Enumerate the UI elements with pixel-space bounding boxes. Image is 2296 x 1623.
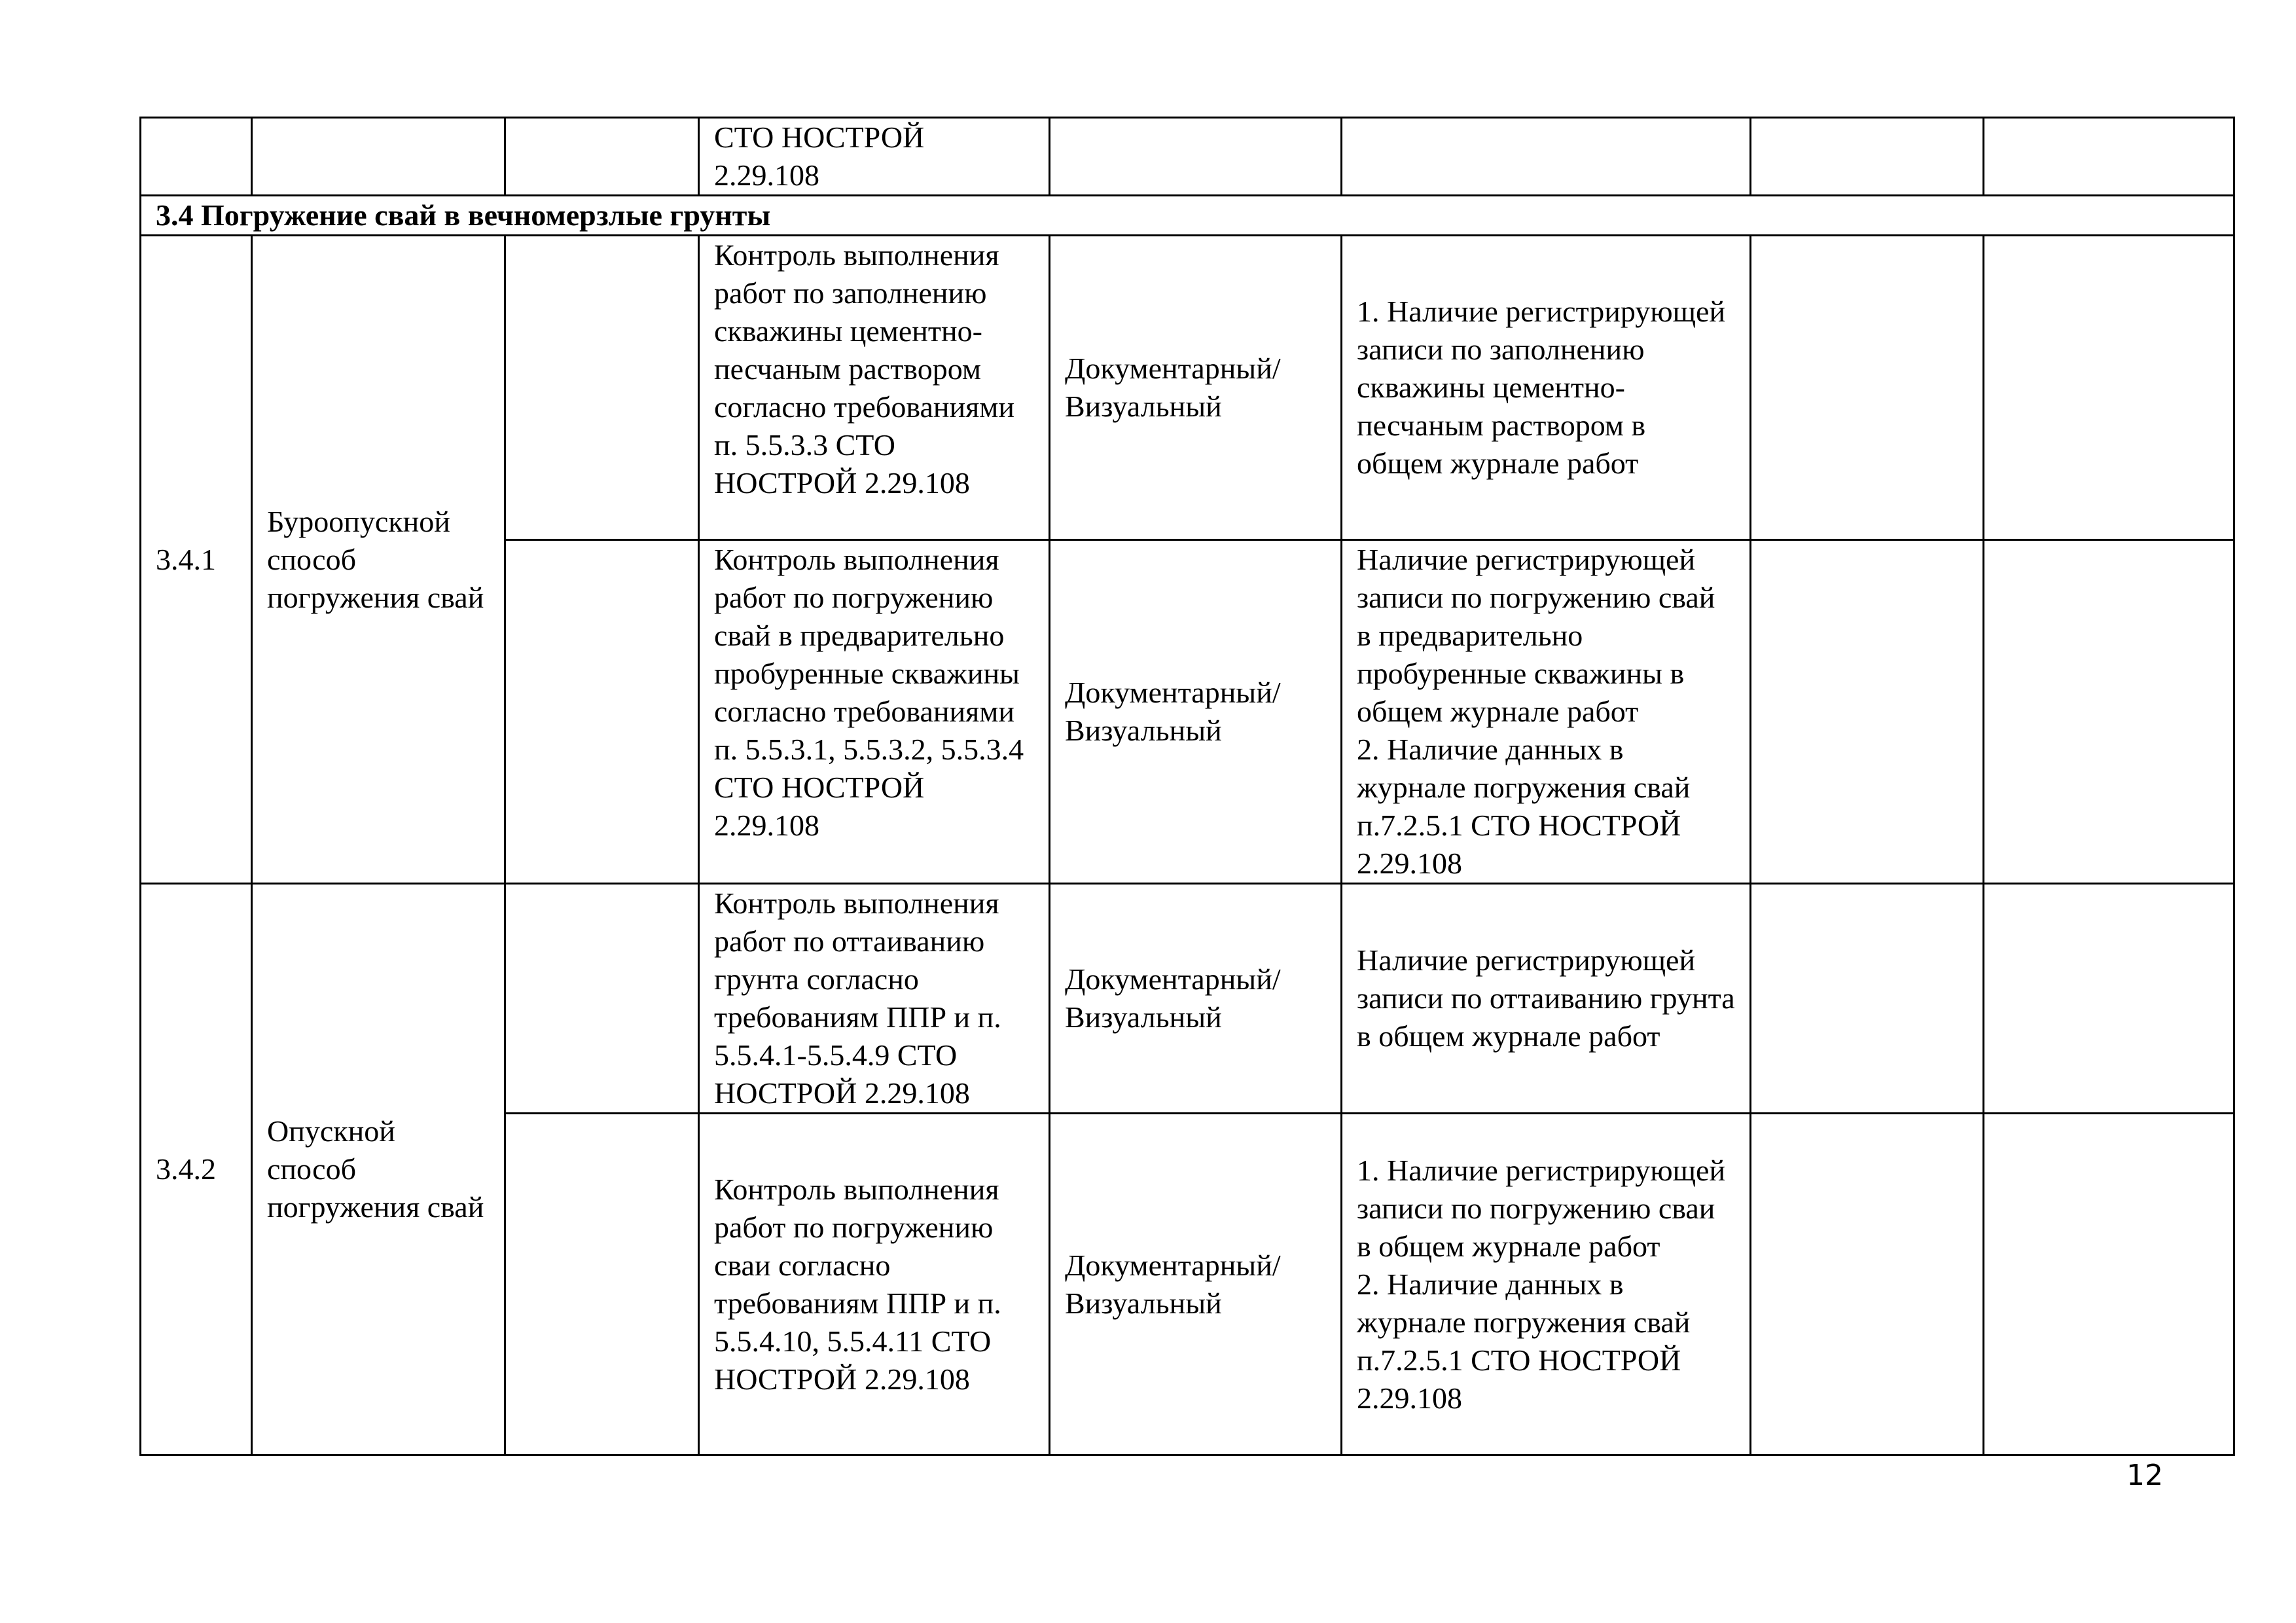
evidence-description: Наличие регистрирующей записи по оттаиванию грунта в общем журнале работ: [1342, 884, 1751, 1114]
table-cell: [252, 118, 505, 196]
control-method: Документарный/ Визуальный: [1050, 1114, 1342, 1455]
item-number: 3.4.1: [141, 236, 252, 884]
page-number: 12: [2126, 1459, 2163, 1492]
table-row: [141, 884, 2234, 1114]
control-description: Контроль выполнения работ по оттаиванию грунта согласно требованиям ППР и п. 5.5.4.1-5.5.4.9 СТО НОСТРОЙ 2.29.108: [699, 884, 1050, 1114]
requirement-cell: СТО НОСТРОЙ 2.29.108: [699, 118, 1050, 196]
table-cell: [1751, 236, 1984, 540]
section-title: 3.4 Погружение свай в вечномерзлые грунты: [141, 196, 2234, 236]
table-cell: [1751, 884, 1984, 1114]
control-description: Контроль выполнения работ по погружению сваи согласно требованиям ППР и п. 5.5.4.10, 5.5.4.11 СТО НОСТРОЙ 2.29.108: [699, 1114, 1050, 1455]
inspection-table: [139, 117, 2235, 1456]
table-cell: [505, 540, 699, 884]
evidence-description: 1. Наличие регистрирующей записи по погружению сваи в общем журнале работ 2. Наличие данных в журнале погружения свай п.7.2.5.1 СТО НОСТРОЙ 2.29.108: [1342, 1114, 1751, 1455]
table-cell: [1984, 884, 2234, 1114]
control-method: Документарный/ Визуальный: [1050, 540, 1342, 884]
table-row: [141, 118, 2234, 196]
control-method: Документарный/ Визуальный: [1050, 236, 1342, 540]
table-cell: [1984, 236, 2234, 540]
inspection-table-container: [139, 117, 2233, 1456]
table-cell: [505, 118, 699, 196]
table-cell: [1050, 118, 1342, 196]
table-row: [141, 236, 2234, 540]
table-cell: [1984, 540, 2234, 884]
table-cell: [505, 884, 699, 1114]
table-cell: [505, 1114, 699, 1455]
table-cell: [1751, 540, 1984, 884]
control-description: Контроль выполнения работ по заполнению скважины цементно-песчаным раствором согласно требованиями п. 5.5.3.3 СТО НОСТРОЙ 2.29.108: [699, 236, 1050, 540]
stage-name: Буроопускной способ погружения свай: [252, 236, 505, 884]
control-description: Контроль выполнения работ по погружению свай в предварительно пробуренные скважины согласно требованиями п. 5.5.3.1, 5.5.3.2, 5.5.3.4 СТО НОСТРОЙ 2.29.108: [699, 540, 1050, 884]
stage-name: Опускной способ погружения свай: [252, 884, 505, 1455]
table-cell: [1984, 118, 2234, 196]
control-method: Документарный/ Визуальный: [1050, 884, 1342, 1114]
evidence-description: Наличие регистрирующей записи по погружению свай в предварительно пробуренные скважины в общем журнале работ 2. Наличие данных в журнале погружения свай п.7.2.5.1 СТО НОСТРОЙ 2.29.108: [1342, 540, 1751, 884]
section-row: [141, 196, 2234, 236]
table-cell: [1751, 1114, 1984, 1455]
table-cell: [1751, 118, 1984, 196]
table-cell: [1342, 118, 1751, 196]
evidence-description: 1. Наличие регистрирующей записи по заполнению скважины цементно-песчаным раствором в общем журнале работ: [1342, 236, 1751, 540]
table-cell: [505, 236, 699, 540]
table-cell: [141, 118, 252, 196]
item-number: 3.4.2: [141, 884, 252, 1455]
table-cell: [1984, 1114, 2234, 1455]
